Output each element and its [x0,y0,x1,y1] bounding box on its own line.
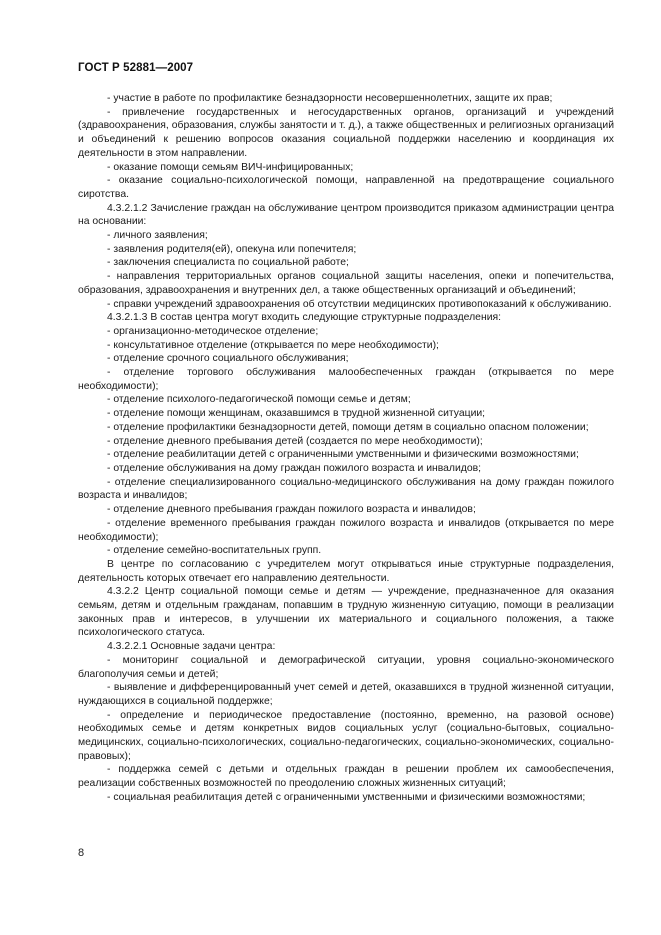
paragraph: - отделение обслуживания на дому граждан пожилого возраста и инвалидов; [107,462,482,474]
paragraph: - отделение специализированного социально-медицинского обслуживания на дому граждан пожилого возраста и инвалидов; [78,476,614,502]
paragraph: - отделение реабилитации детей с ограниченными умственными и физическими возможностями; [107,449,579,461]
paragraph: - консультативное отделение (открывается по мере необходимости); [107,339,439,351]
paragraph: - отделение торгового обслуживания малообеспеченных граждан (открывается по мере необходимости); [78,367,614,392]
paragraph: - отделение срочного социального обслуживания; [107,353,349,365]
paragraph: 4.3.2.1.2 Зачисление граждан на обслуживание центром производится приказом администрации центра на основании: [78,202,614,228]
paragraph: - заявления родителя(ей), опекуна или попечителя; [107,243,357,255]
paragraph: - поддержка семей с детьми и отдельных граждан в решении проблем их самообеспечения, реализации собственных возможностей по преодолению сложных жизненных ситуаций; [78,764,614,790]
paragraph: - оказание социально-психологической помощи, направленной на предотвращение социального сиротства. [78,175,614,200]
page-number: 8 [78,847,85,859]
paragraph: - отделение психолого-педагогической помощи семье и детям; [107,394,411,406]
paragraph: - определение и периодическое предоставление (постоянно, временно, на разовой основе) необходимых семье и детям конкретных видов социальных услуг (социально-бытовых, социально-медицинских, социально-психологических, социально-педагогических, социально-экономических, социально-правовых); [78,709,614,762]
paragraph: - привлечение государственных и негосударственных органов, организаций и учреждений (здравоохранения, образования, службы занятости и т. д.), а также общественных и религиозных организаций и объединений к решению вопросов оказания социальной поддержки населению и координация их деятельности в этом направлении. [78,106,614,159]
paragraph: 4.3.2.2.1 Основные задачи центра: [107,641,276,653]
standard-header: ГОСТ Р 52881—2007 [78,62,194,74]
paragraph: - отделение помощи женщинам, оказавшимся в трудной жизненной ситуации; [107,408,486,420]
paragraph: - выявление и дифференцированный учет семей и детей, оказавшихся в трудной жизненной ситуации, нуждающихся в социальной поддержке; [78,682,614,707]
paragraph: - отделение дневного пребывания детей (создается по мере необходимости); [107,435,483,447]
paragraph: - личного заявления; [107,230,208,242]
paragraph: - направления территориальных органов социальной защиты населения, опеки и попечительства, образования, здравоохранения и внутренних дел, а также общественных организаций и объединений; [78,271,614,296]
paragraph: - участие в работе по профилактике безнадзорности несовершеннолетних, защите их прав; [107,93,553,104]
paragraph: В центре по согласованию с учредителем могут открываться иные структурные подразделения, деятельность которых отвечает его направлению деятельности. [78,558,614,584]
document-body [78,92,614,805]
paragraph: - справки учреждений здравоохранения об отсутствии медицинских противопоказаний к обслуживанию. [107,298,612,310]
paragraph: - мониторинг социальной и демографической ситуации, уровня социально-экономического благополучия семьи и детей; [78,654,614,680]
paragraph: 4.3.2.1.3 В состав центра могут входить следующие структурные подразделения: [107,312,502,324]
paragraph: - отделение профилактики безнадзорности детей, помощи детям в социально опасном положении; [107,421,589,433]
paragraph: 4.3.2.2 Центр социальной помощи семье и детям — учреждение, предназначенное для оказания семьям, детям и отдельным гражданам, попавшим в трудную жизненную ситуацию, помощи в реализации законных прав и интересов, в улучшении их материального и социального положения, а также психологического статуса. [78,586,614,639]
paragraph: - отделение семейно-воспитательных групп. [107,545,322,557]
paragraph: - социальная реабилитация детей с ограниченными умственными и физическими возможностями; [107,791,586,803]
paragraph: - отделение временного пребывания граждан пожилого возраста и инвалидов (открывается по мере необходимости); [78,517,614,543]
paragraph: - организационно-методическое отделение; [107,325,319,337]
paragraph: - отделение дневного пребывания граждан пожилого возраста и инвалидов; [107,504,476,516]
paragraph: - оказание помощи семьям ВИЧ-инфицированных; [107,161,354,173]
paragraph: - заключения специалиста по социальной работе; [107,257,349,269]
